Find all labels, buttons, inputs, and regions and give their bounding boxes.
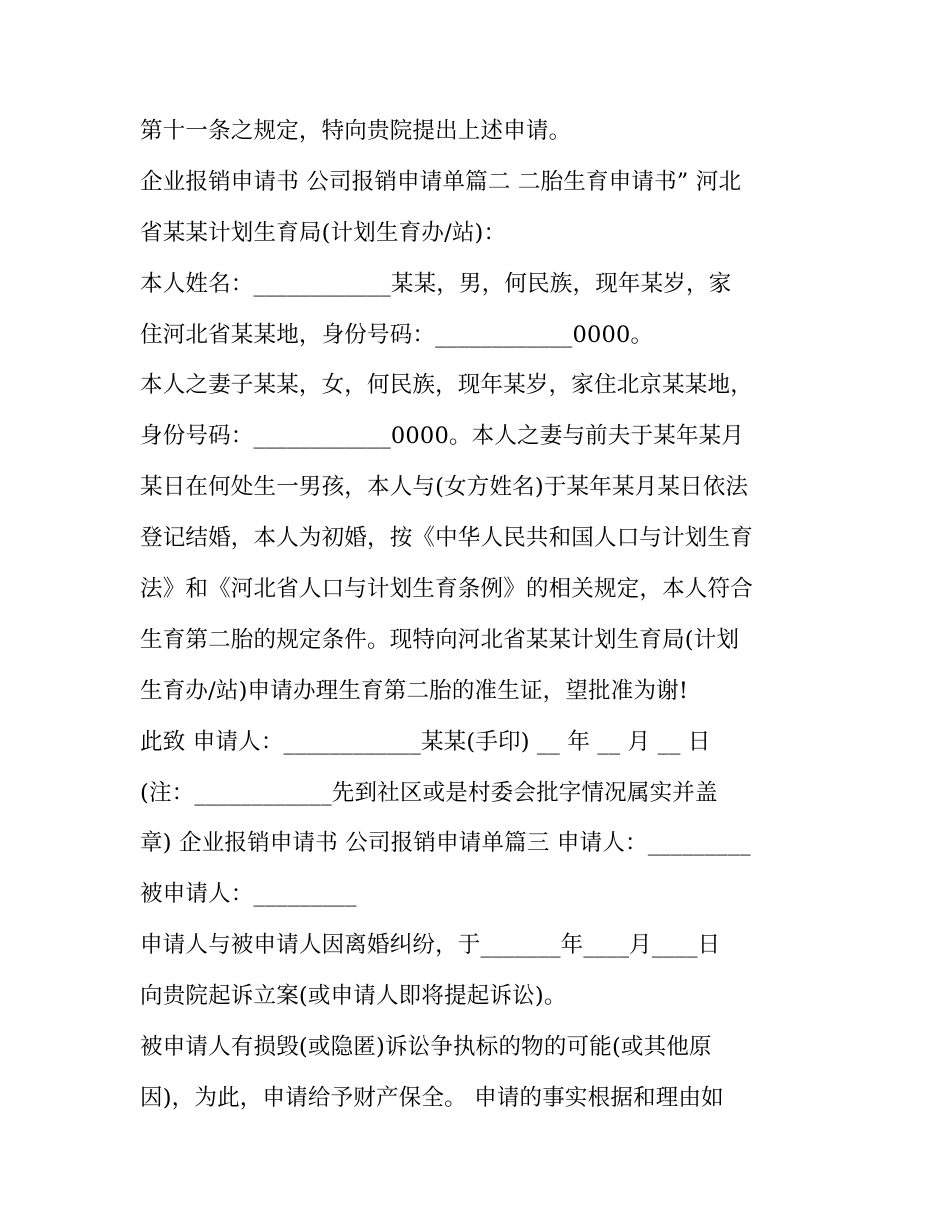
text-line: 住河北省某某地，身份号码：____________0000。 [140, 321, 654, 348]
text-line: 某日在何处生一男孩，本人与(女方姓名)于某年某月某日依法 [140, 474, 749, 501]
text-line: 生育办/站)申请办理生育第二胎的准生证，望批准为谢! [140, 677, 689, 704]
text-line: 第十一条之规定，特向贵院提出上述申请。 [140, 118, 572, 144]
text-line: 登记结婚，本人为初婚，按《中华人民共和国人口与计划生育 [140, 525, 753, 552]
text-line: 生育第二胎的规定条件。现特向河北省某某计划生育局(计划 [140, 626, 740, 653]
text-line: 被申请人有损毁(或隐匿)诉讼争执标的物的可能(或其他原 [140, 1034, 712, 1061]
text-line: 因)，为此，申请给予财产保全。 申请的事实根据和理由如 [140, 1084, 724, 1111]
text-line: 身份号码：____________0000。本人之妻与前夫于某年某月 [140, 423, 745, 450]
text-line: 向贵院起诉立案(或申请人即将提起诉讼)。 [140, 983, 567, 1010]
text-line: 章) 企业报销申请书 公司报销申请单篇三 申请人：_________ [140, 830, 751, 857]
text-line: 省某某计划生育局(计划生育办/站)： [140, 219, 507, 246]
text-line: 被申请人：_________ [140, 881, 357, 908]
text-line: (注：____________先到社区或是村委会批字情况属实并盖 [140, 779, 718, 806]
text-line: 本人姓名：____________某某，男，何民族，现年某岁，家 [140, 270, 732, 297]
text-line: 法》和《河北省人口与计划生育条例》的相关规定，本人符合 [140, 576, 753, 603]
text-line: 此致 申请人：____________某某(手印) __ 年 __ 月 __ 日 [140, 728, 711, 755]
text-line: 申请人与被申请人因离婚纠纷，于_______年____月____日 [140, 932, 721, 959]
document-body [140, 106, 820, 1124]
text-line: 企业报销申请书 公司报销申请单篇二 二胎生育申请书” 河北 [140, 168, 742, 195]
text-line: 本人之妻子某某，女，何民族，现年某岁，家住北京某某地， [140, 372, 753, 399]
